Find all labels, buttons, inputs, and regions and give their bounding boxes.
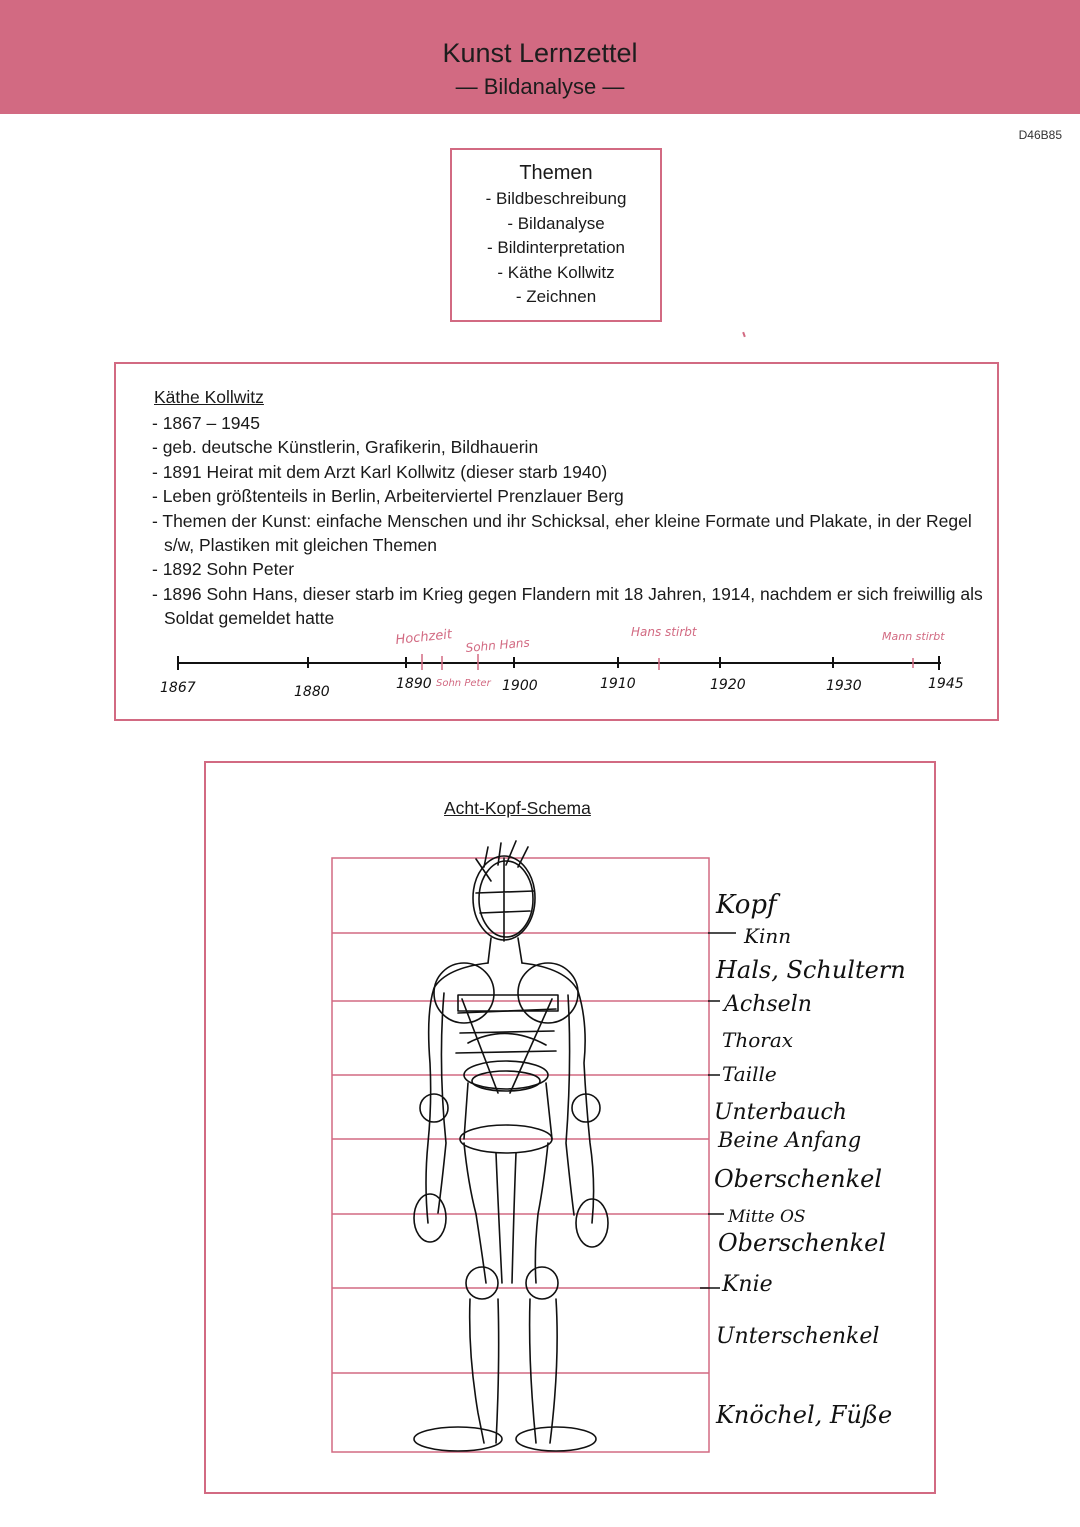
figure-chest-line xyxy=(458,995,558,1011)
themen-item: - Bildbeschreibung xyxy=(485,189,627,208)
timeline-event-label: Sohn Hans xyxy=(465,635,531,655)
figure-inner-thighs xyxy=(496,1153,516,1283)
themen-item: - Bildinterpretation xyxy=(487,238,625,257)
kollwitz-fact: - Leben größtenteils in Berlin, Arbeiterviertel Prenzlauer Berg xyxy=(152,486,624,507)
timeline xyxy=(116,364,1001,723)
timeline-event-label: Hans stirbt xyxy=(631,625,697,639)
timeline-year: 1900 xyxy=(502,678,538,694)
schema-drawing xyxy=(206,763,938,1496)
themen-list xyxy=(452,187,660,310)
kollwitz-fact: - 1892 Sohn Peter xyxy=(152,559,295,580)
timeline-year: 1920 xyxy=(710,677,746,693)
figure-left-shin xyxy=(470,1299,499,1443)
figure-left-foot xyxy=(414,1427,502,1451)
timeline-event-label: Sohn Peter xyxy=(436,678,491,689)
schema-box xyxy=(204,761,936,1494)
kollwitz-fact: - geb. deutsche Künstlerin, Grafikerin, Bildhauerin xyxy=(152,437,539,458)
timeline-event-label: Hochzeit xyxy=(394,627,453,648)
schema-label: Knie xyxy=(722,1272,773,1297)
timeline-year: 1880 xyxy=(294,684,330,700)
figure-head xyxy=(479,861,533,937)
figure-right-shin xyxy=(530,1299,558,1443)
schema-label: Unterbauch xyxy=(714,1100,847,1125)
figure-waist xyxy=(472,1071,540,1091)
figure-left-knee xyxy=(466,1267,498,1299)
timeline-year-labels xyxy=(160,676,964,700)
schema-label: Beine Anfang xyxy=(718,1128,862,1152)
timeline-year: 1890 xyxy=(396,676,432,692)
timeline-year: 1867 xyxy=(160,680,196,696)
themen-heading: Themen xyxy=(519,162,593,184)
themen-item: - Zeichnen xyxy=(515,287,597,306)
schema-label: Kinn xyxy=(744,924,792,948)
figure-right-knee xyxy=(526,1267,558,1299)
kollwitz-fact: - Themen der Kunst: einfache Menschen und ihr Schicksal, eher kleine Formate und Plakate, in der Regel s/w, Plastiken mit gleichen Themen xyxy=(152,510,972,556)
schema-label: Hals, Schultern xyxy=(716,956,906,984)
themen-box xyxy=(450,148,662,322)
figure-left-shoulder xyxy=(434,963,494,1023)
kollwitz-heading: Käthe Kollwitz xyxy=(154,387,264,407)
schema-label: Oberschenkel xyxy=(714,1165,883,1193)
figure-right-foot xyxy=(516,1427,596,1451)
schema-label: Kopf xyxy=(716,890,777,920)
stray-mark xyxy=(742,332,746,337)
figure-chest-hatching xyxy=(456,1009,556,1053)
figure-right-shoulder xyxy=(518,963,578,1023)
figure-neck xyxy=(488,938,522,963)
page-header xyxy=(0,0,1080,114)
page-subtitle: — Bildanalyse — xyxy=(455,74,625,99)
timeline-event-label: Mann stirbt xyxy=(882,630,945,643)
document-code: D46B85 xyxy=(1018,128,1062,142)
timeline-year: 1910 xyxy=(600,676,636,692)
schema-label: Thorax xyxy=(722,1028,794,1052)
schema-frame xyxy=(332,858,709,1452)
schema-label: Mitte OS xyxy=(728,1207,806,1227)
kollwitz-fact: - 1867 – 1945 xyxy=(152,413,261,433)
themen-item: - Käthe Kollwitz xyxy=(497,262,615,282)
kollwitz-box xyxy=(114,362,999,721)
schema-label: Knöchel, Füße xyxy=(716,1401,893,1429)
kollwitz-fact: - 1896 Sohn Hans, dieser starb im Krieg gegen Flandern mit 18 Jahren, 1914, nachdem er sich freiwillig als Soldat gemeldet hatte xyxy=(152,583,983,629)
figure-left-hand xyxy=(414,1194,446,1242)
page-title: Kunst Lernzettel xyxy=(442,38,638,68)
timeline-year: 1945 xyxy=(928,676,964,692)
themen-item: - Bildanalyse xyxy=(507,213,605,233)
schema-labels xyxy=(714,890,906,1429)
schema-label: Achseln xyxy=(724,992,812,1017)
timeline-year: 1930 xyxy=(826,678,862,694)
schema-label: Unterschenkel xyxy=(716,1324,880,1349)
schema-title: Acht-Kopf-Schema xyxy=(444,798,591,818)
schema-label: Oberschenkel xyxy=(718,1229,887,1257)
figure-thighs xyxy=(464,1143,548,1283)
kollwitz-fact: - 1891 Heirat mit dem Arzt Karl Kollwitz (dieser starb 1940) xyxy=(152,461,608,482)
schema-label: Taille xyxy=(722,1062,777,1086)
figure-left-arm-inner xyxy=(438,993,446,1213)
